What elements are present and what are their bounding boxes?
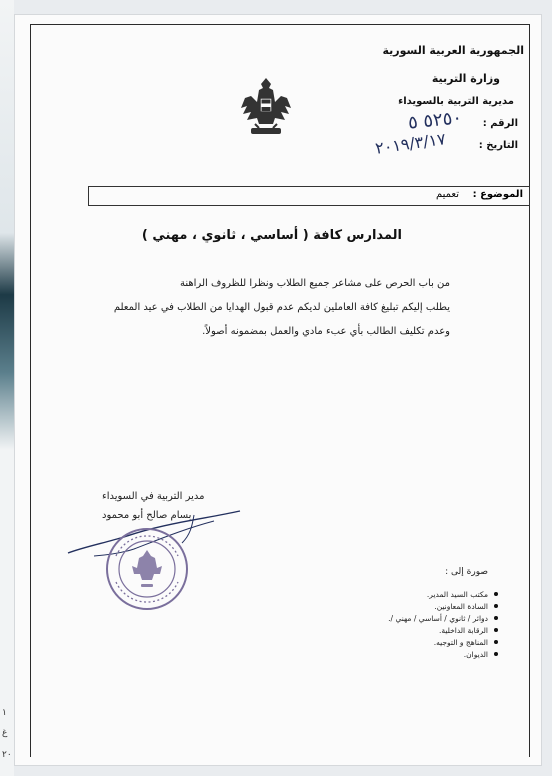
cc-item-text: دوائر / ثانوي / أساسي / مهني /. xyxy=(388,613,488,623)
cc-item xyxy=(298,648,498,660)
cc-item-text: الرقابة الداخلية. xyxy=(438,625,488,635)
reference-number-label: الرقم : xyxy=(482,118,518,129)
subject-label: الموضوع : xyxy=(472,189,523,200)
directorate-heading: مديرية التربية بالسويداء xyxy=(398,96,514,107)
body-line: من باب الحرص على مشاعر جميع الطلاب ونظرا للظروف الراهنة xyxy=(180,278,450,289)
eagle-emblem-icon xyxy=(237,72,295,142)
edge-mark: غ xyxy=(2,728,8,738)
bullet-icon xyxy=(494,628,498,632)
republic-heading: الجمهورية العربية السورية xyxy=(382,44,524,57)
bullet-icon xyxy=(494,592,498,596)
reference-number-handwritten: ٥٢٥٠ ٥ xyxy=(406,107,463,134)
edge-mark: ١ xyxy=(2,708,7,718)
cc-item xyxy=(298,600,498,612)
signatory-name: بسام صالح أبو محمود xyxy=(102,510,192,521)
bullet-icon xyxy=(494,604,498,608)
body-line: وعدم تكليف الطالب بأي عبء مادي والعمل بمضمونه أصولاً. xyxy=(202,326,450,337)
cc-item-text: الديوان. xyxy=(463,649,488,659)
bullet-icon xyxy=(494,616,498,620)
cc-title: صورة إلى : xyxy=(445,567,488,577)
cc-item xyxy=(298,636,498,648)
ministry-heading: وزارة التربية xyxy=(431,72,500,85)
official-stamp-icon xyxy=(104,526,190,612)
addressee-heading: المدارس كافة ( أساسي ، ثانوي ، مهني ) xyxy=(141,228,402,243)
cc-item-text: المناهج و التوجيه. xyxy=(433,637,488,647)
edge-mark: ٢٠ xyxy=(2,750,12,760)
date-handwritten: ٢٠١٩/٣/١٧ xyxy=(374,129,447,158)
cc-item xyxy=(298,588,498,600)
cc-item xyxy=(298,612,498,624)
cc-item xyxy=(298,624,498,636)
subject-text: تعميم xyxy=(435,189,459,200)
date-label: التاريخ : xyxy=(478,140,518,151)
bullet-icon xyxy=(494,640,498,644)
cc-item-text: مكتب السيد المدير. xyxy=(426,589,488,599)
document-page xyxy=(14,14,542,766)
bullet-icon xyxy=(494,652,498,656)
subject-box xyxy=(88,186,530,206)
photo-edge-strip xyxy=(0,0,14,776)
signatory-title: مدير التربية في السويداء xyxy=(102,491,205,502)
body-line: يطلب إليكم تبليغ كافة العاملين لديكم عدم قبول الهدايا من الطلاب في عيد المعلم xyxy=(113,302,450,313)
cc-item-text: السادة المعاونين. xyxy=(434,601,488,611)
cc-list xyxy=(298,588,498,660)
